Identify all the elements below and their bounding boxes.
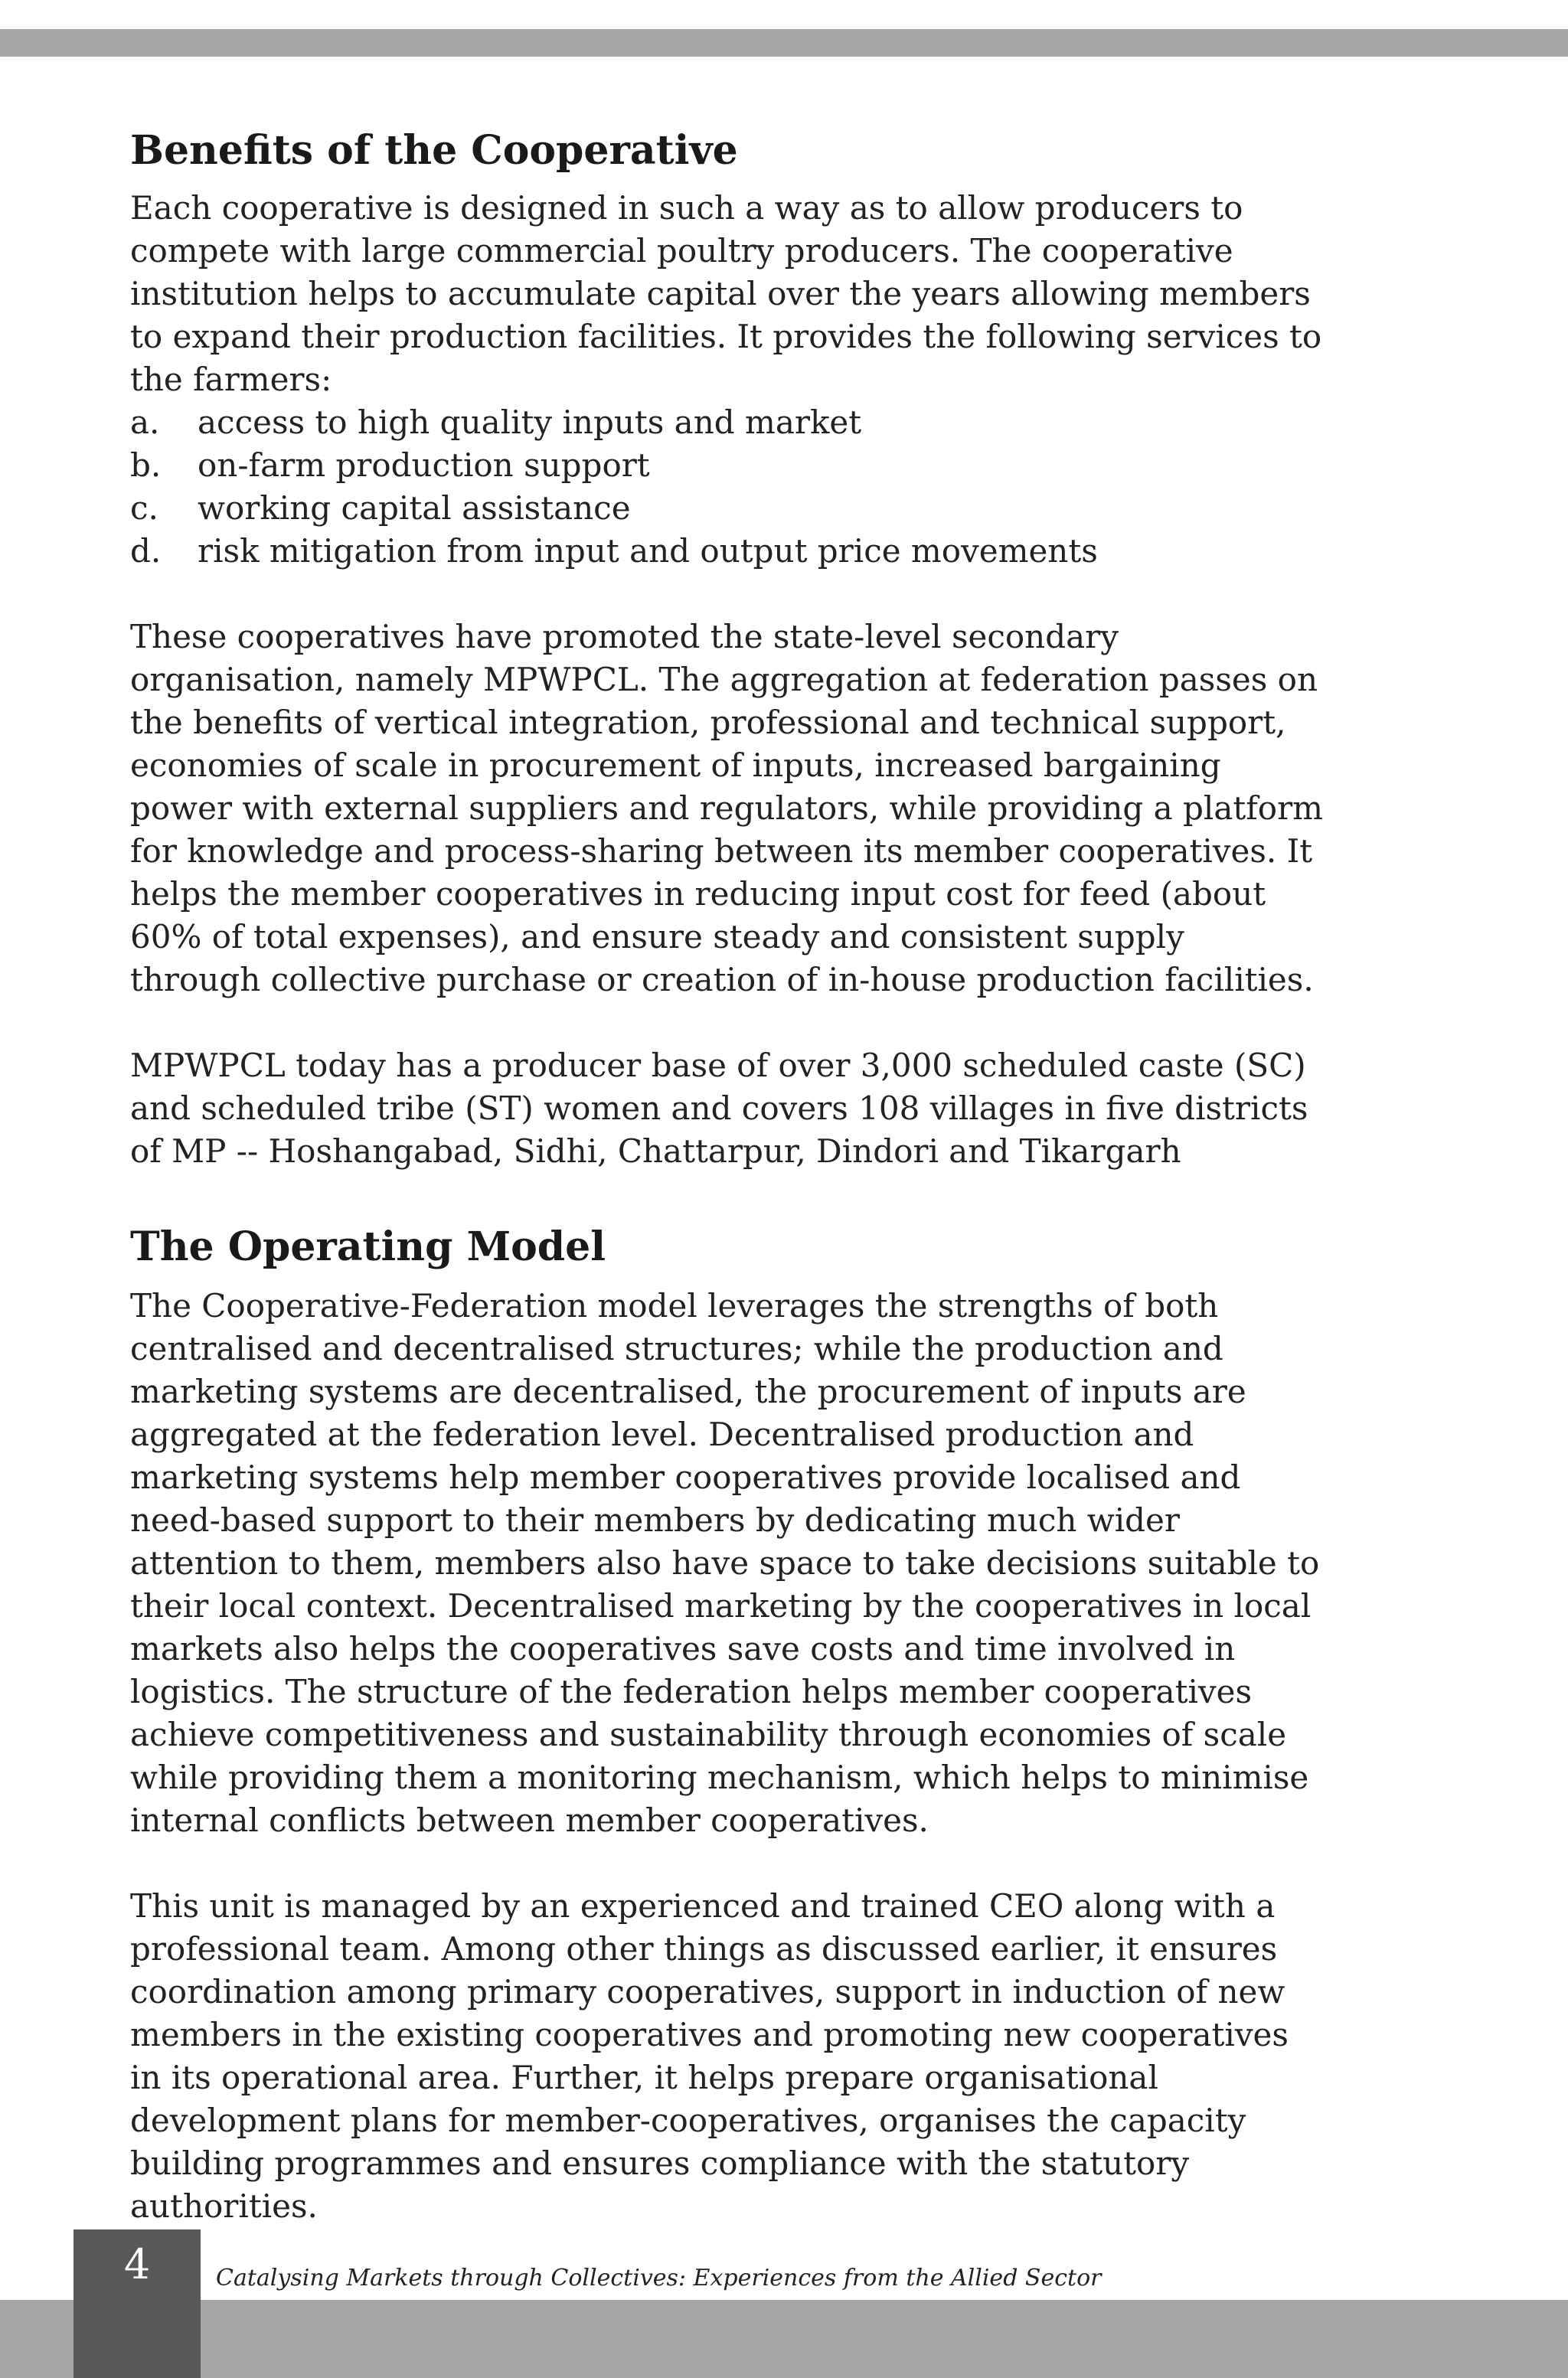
bottom-decorative-band [0,2300,1568,2378]
page-content [130,122,1325,2228]
list-item [130,487,1325,530]
list-marker: b. [130,446,162,484]
list-marker: d. [130,532,162,570]
paragraph-federation: These cooperatives have promoted the state-level secondary organisation, namely MPWPCL. The aggregation at federation passes on the benefits of vertical integration, professional and technical support, economies of scale in procurement of inputs, increased bargaining power with external suppliers and regulators, while providing a platform for knowledge and process-sharing between its member cooperatives. It helps the member cooperatives in reducing input cost for feed (about 60% of total expenses), and ensure steady and consistent supply through collective purchase or creation of in-house production facilities. [130,618,1323,998]
list-item-text: working capital assistance [198,489,631,527]
list-marker: a. [130,403,160,441]
paragraph-operating-model: The Cooperative-Federation model leverages the strengths of both centralised and decentralised structures; while the production and marketing systems are decentralised, the procurement of inputs are aggregated at the federation level. Decentralised production and marketing systems help member cooperatives provide localised and need-based support to their members by dedicating much wider attention to them, members also have space to take decisions suitable to their local context. Decentralised marketing by the cooperatives in local markets also helps the cooperatives save costs and time involved in logistics. The structure of the federation helps member cooperatives achieve competitiveness and sustainability through economies of scale while providing them a monitoring mechanism, which helps to minimise internal conflicts between member cooperatives. [130,1287,1320,1839]
services-list [130,401,1325,573]
list-item-text: on-farm production support [198,446,650,484]
paragraph-management-unit: This unit is managed by an experienced and trained CEO along with a professional team. Among other things as discussed earlier, it ensures coordination among primary cooperatives, support in induction of new members in the existing cooperatives and promoting new cooperatives in its operational area. Further, it helps prepare organisational development plans for member-cooperatives, organises the capacity building programmes and ensures compliance with the statutory authorities. [130,1887,1289,2225]
running-footer-title: Catalysing Markets through Collectives: Experiences from the Allied Sector [216,2265,1102,2291]
page-number: 4 [123,2240,151,2288]
paragraph-benefits-intro: Each cooperative is designed in such a way as to allow producers to compete with large commercial poultry producers. The cooperative institution helps to accumulate capital over the years allowing members to expand their production facilities. It provides the following services to the farmers: [130,189,1322,398]
list-item-text: risk mitigation from input and output price movements [198,532,1098,570]
list-item [130,530,1325,573]
list-marker: c. [130,489,158,527]
heading-benefits: Benefits of the Cooperative [130,127,738,174]
list-item-text: access to high quality inputs and market [198,403,862,441]
top-decorative-band [0,29,1568,57]
list-item [130,444,1325,487]
list-item [130,401,1325,444]
paragraph-mpwpcl: MPWPCL today has a producer base of over 3,000 scheduled caste (SC) and scheduled tribe (ST) women and covers 108 villages in five districts of MP -- Hoshangabad, Sidhi, Chattarpur, Dindori and Tikargarh [130,1047,1308,1170]
heading-operating-model: The Operating Model [130,1223,606,1270]
